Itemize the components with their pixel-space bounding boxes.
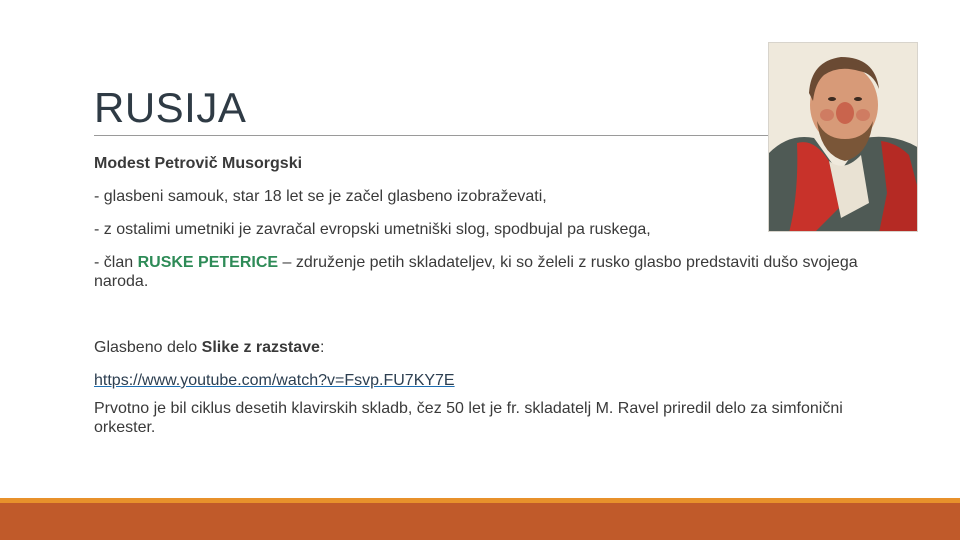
bullet-self-taught: - glasbeni samouk, star 18 let se je začel glasbeno izobraževati,: [94, 188, 547, 205]
bullet-rejected-european-style: - z ostalimi umetniki je zavračal evropski umetniški slog, spodbujal pa ruskega,: [94, 221, 651, 238]
footer-bar: [0, 503, 960, 540]
youtube-link[interactable]: https://www.youtube.com/watch?v=Fsvp.FU7KY7E: [94, 372, 455, 389]
slide-content: [94, 154, 884, 437]
group-name-highlight: RUSKE PETERICE: [137, 254, 279, 271]
work-suffix: :: [319, 339, 325, 356]
bullet-group-membership: [94, 253, 884, 291]
title-divider: [94, 135, 774, 136]
work-description: Prvotno je bil ciklus desetih klavirskih skladb, čez 50 let je fr. skladatelj M. Ravel priredil delo za simfonični orkester.: [94, 400, 843, 436]
youtube-link-line: [94, 371, 884, 390]
composer-name: Modest Petrovič Musorgski: [94, 155, 303, 172]
musical-work-line: [94, 338, 884, 357]
slide-title: RUSIJA: [94, 84, 247, 131]
group-description: – združenje petih skladateljev, ki so želeli z rusko glasbo predstaviti dušo svojega naroda.: [94, 254, 858, 290]
work-prefix: Glasbeno delo: [94, 339, 202, 356]
group-prefix: - član: [94, 254, 138, 271]
work-title: Slike z razstave: [201, 339, 320, 356]
